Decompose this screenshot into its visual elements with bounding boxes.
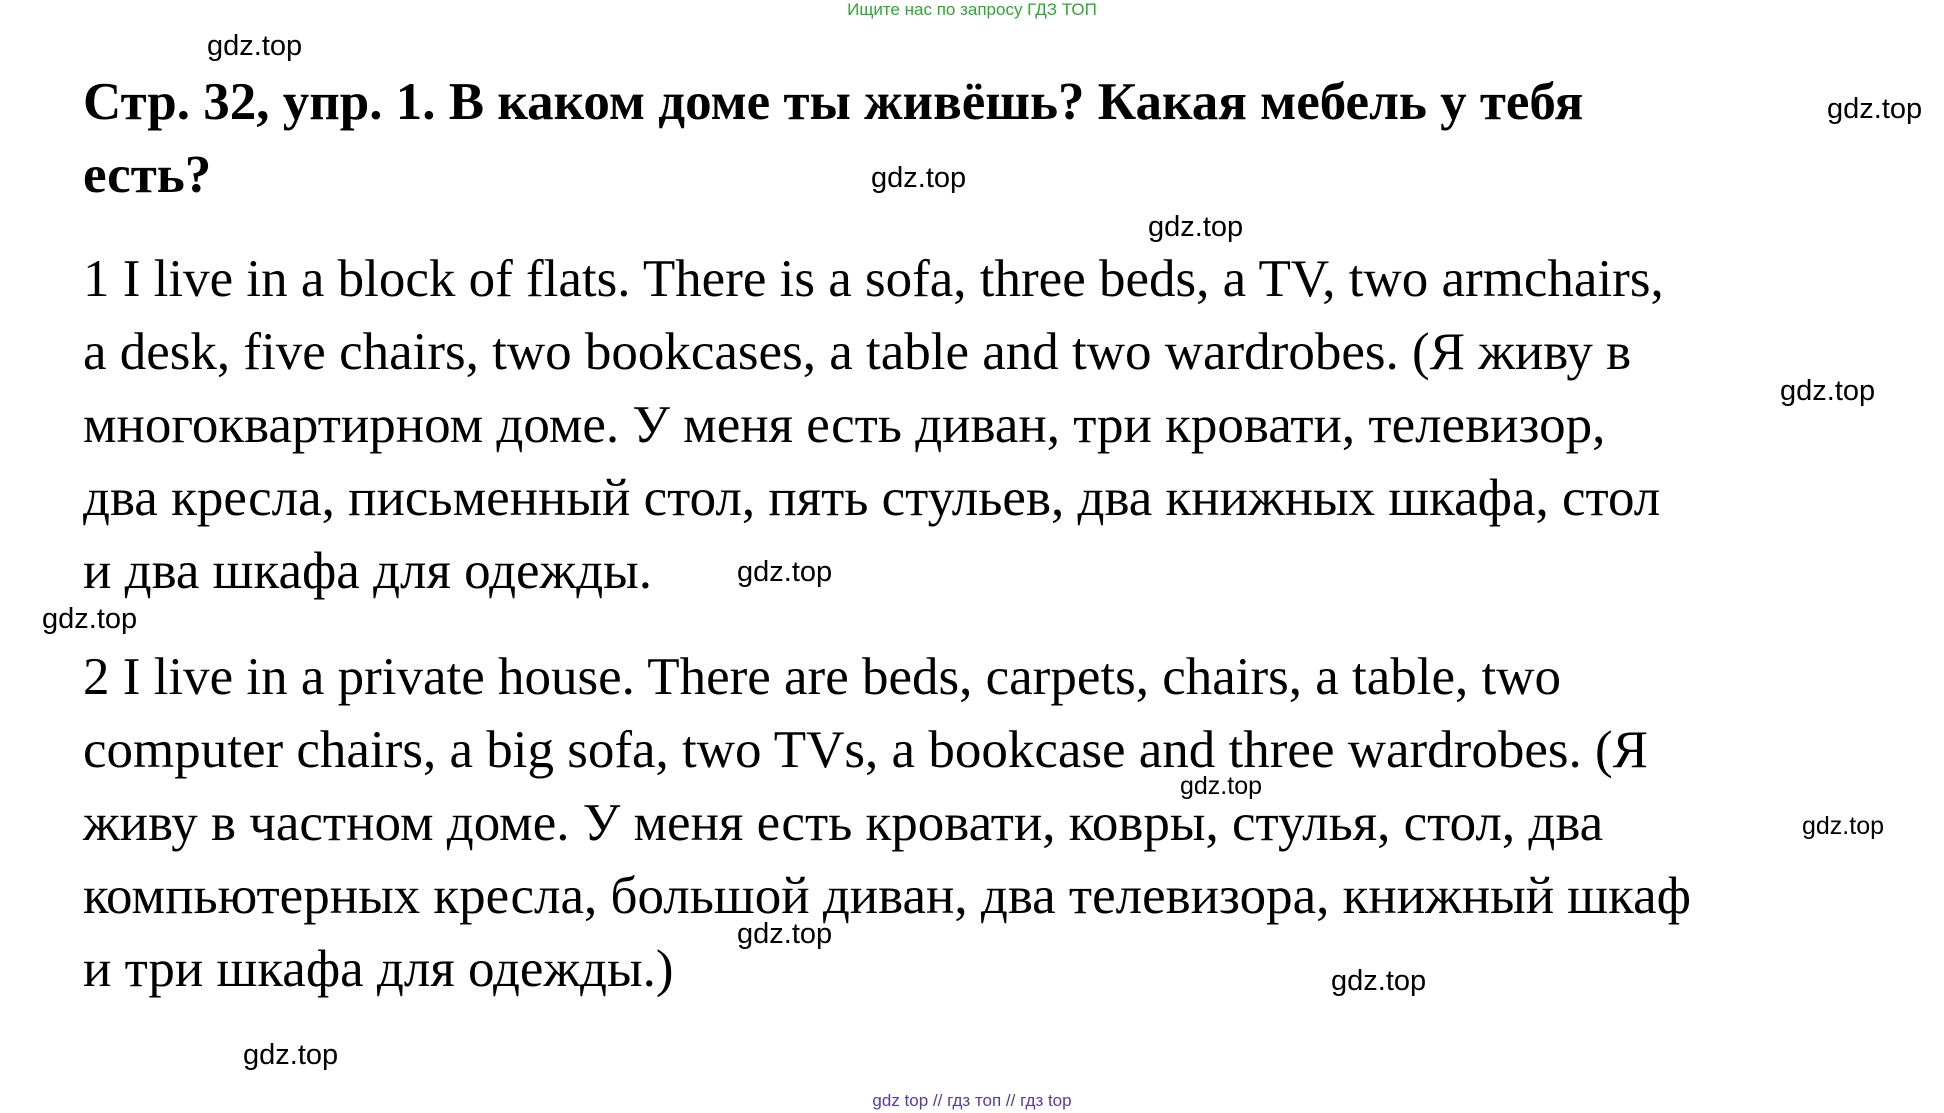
answer-paragraph-1 xyxy=(83,243,1883,608)
watermark: gdz.top xyxy=(737,556,833,588)
watermark: gdz.top xyxy=(1331,965,1427,997)
watermark: gdz.top xyxy=(42,603,138,635)
watermark: gdz.top xyxy=(1148,211,1244,243)
footer-note: gdz top // гдз топ // гдз top xyxy=(872,1091,1072,1110)
paragraph-line: и три шкафа для одежды.) xyxy=(83,940,674,998)
answer-paragraph-2 xyxy=(83,641,1883,1006)
header-note: Ищите нас по запросу ГДЗ ТОП xyxy=(847,0,1097,19)
paragraph-line: компьютерных кресла, большой диван, два телевизора, книжный шкаф xyxy=(83,867,1691,925)
watermark: gdz.top xyxy=(1827,93,1923,125)
title-line-1: Стр. 32, упр. 1. В каком доме ты живёшь? Какая мебель у тебя xyxy=(83,73,1584,131)
watermark: gdz.top xyxy=(871,162,967,194)
paragraph-line: a desk, five chairs, two bookcases, a table and two wardrobes. (Я живу в xyxy=(83,323,1632,381)
paragraph-line: два кресла, письменный стол, пять стульев, два книжных шкафа, стол xyxy=(83,469,1661,527)
watermark: gdz.top xyxy=(737,918,833,950)
watermark: gdz.top xyxy=(1180,772,1263,800)
watermark: gdz.top xyxy=(1780,375,1876,407)
watermark: gdz.top xyxy=(207,30,303,62)
paragraph-line: 1 I live in a block of flats. There is a sofa, three beds, a TV, two armchairs, xyxy=(83,250,1664,308)
watermark: gdz.top xyxy=(1802,812,1885,840)
paragraph-line: живу в частном доме. У меня есть кровати, ковры, стулья, стол, два xyxy=(83,794,1604,852)
watermark: gdz.top xyxy=(243,1039,339,1071)
paragraph-line: 2 I live in a private house. There are beds, carpets, chairs, a table, two xyxy=(83,648,1562,706)
paragraph-line: и два шкафа для одежды. xyxy=(83,542,653,600)
title-line-2: есть? xyxy=(83,146,212,204)
paragraph-line: computer chairs, a big sofa, two TVs, a bookcase and three wardrobes. (Я xyxy=(83,721,1648,779)
paragraph-line: многоквартирном доме. У меня есть диван, три кровати, телевизор, xyxy=(83,396,1606,454)
